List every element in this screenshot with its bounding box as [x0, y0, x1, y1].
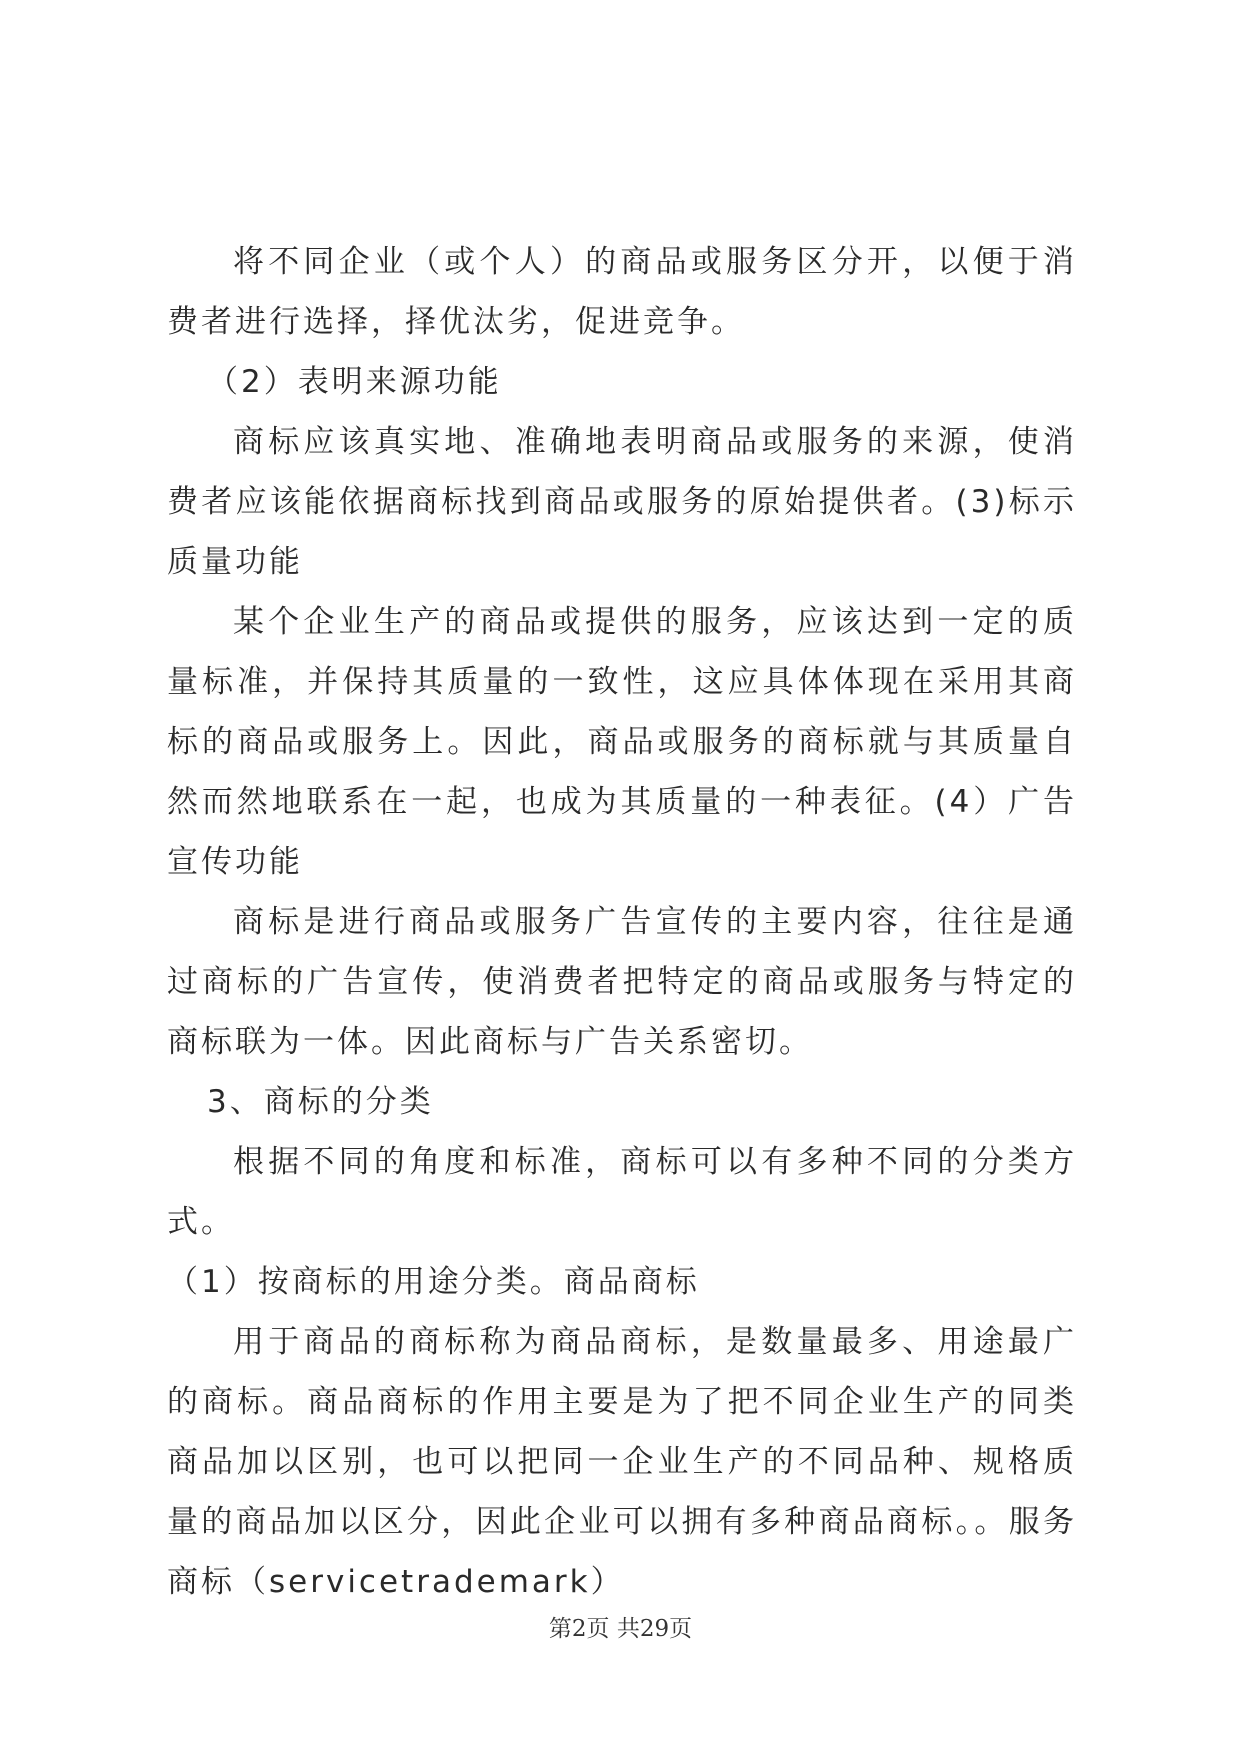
heading-trademark-classification: 3、商标的分类: [207, 1084, 434, 1120]
page-number-footer: 第2页 共29页: [548, 1616, 693, 1642]
paragraph-goods-trademark: 用于商品的商标称为商品商标，是数量最多、用途最广的商标。商品商标的作用主要是为了把不同企业生产的同类商品加以区别，也可以把同一企业生产的不同品种、规格质量的商品加以区分，因此企业可以拥有多种商品商标。。服务商标（servicetrademark）: [167, 1324, 1077, 1600]
paragraph-distinguish-function: 将不同企业（或个人）的商品或服务区分开，以便于消费者进行选择，择优汰劣，促进竞争。: [167, 244, 1077, 340]
body-text: [167, 232, 1077, 1612]
paragraph-classification-intro: 根据不同的角度和标准，商标可以有多种不同的分类方式。: [167, 1144, 1077, 1240]
heading-classification-by-use: （1）按商标的用途分类。商品商标: [167, 1264, 700, 1300]
heading-source-function: （2）表明来源功能: [207, 364, 502, 400]
paragraph-quality-function: 某个企业生产的商品或提供的服务，应该达到一定的质量标准，并保持其质量的一致性，这应具体体现在采用其商标的商品或服务上。因此，商品或服务的商标就与其质量自然而然地联系在一起，也成为其质量的一种表征。(4）广告宣传功能: [167, 604, 1077, 880]
paragraph-advertising-function: 商标是进行商品或服务广告宣传的主要内容，往往是通过商标的广告宣传，使消费者把特定的商品或服务与特定的商标联为一体。因此商标与广告关系密切。: [167, 904, 1077, 1060]
paragraph-source-function: 商标应该真实地、准确地表明商品或服务的来源，使消费者应该能依据商标找到商品或服务的原始提供者。(3)标示质量功能: [167, 424, 1077, 580]
